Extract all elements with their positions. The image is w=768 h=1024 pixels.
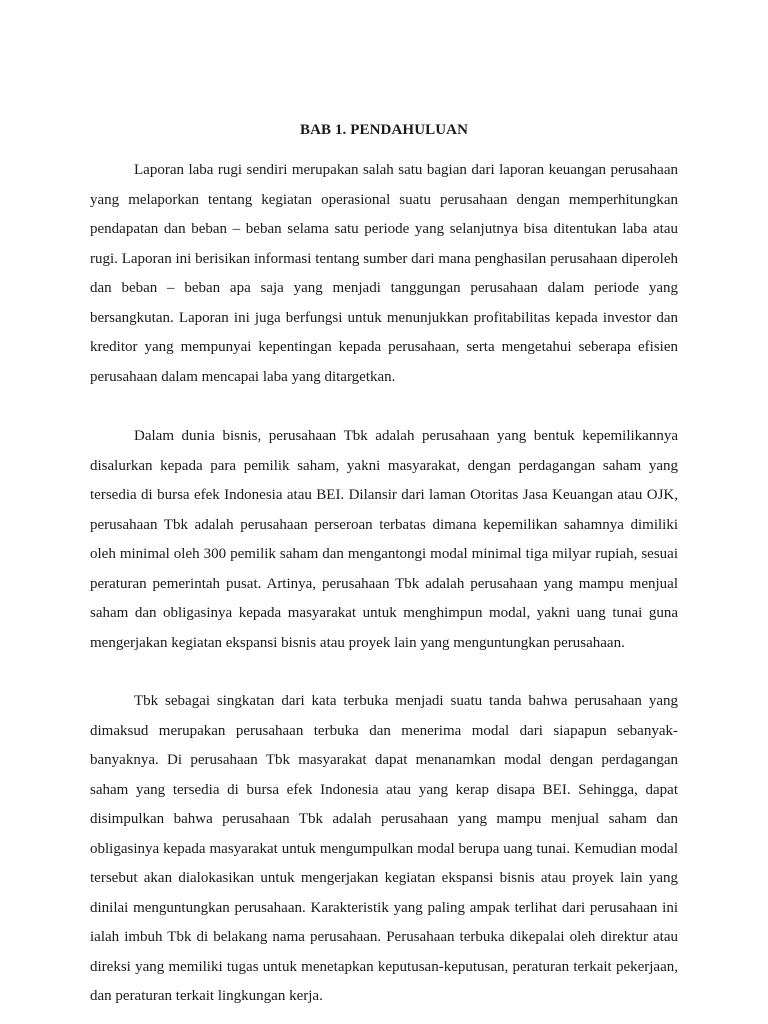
paragraph-laporan-laba-rugi: Laporan laba rugi sendiri merupakan salah satu bagian dari laporan keuangan perusahaan yang melaporkan tentang kegiatan operasional suatu perusahaan dengan memperhitungkan pendapatan dan beban – beban selama satu periode yang selanjutnya bisa ditentukan laba atau rugi. Laporan ini berisikan informasi tentang sumber dari mana penghasilan perusahaan diperoleh dan beban – beban apa saja yang menjadi tanggungan perusahaan dalam periode yang bersangkutan. Laporan ini juga berfungsi untuk menunjukkan profitabilitas kepada investor dan kreditor yang mempunyai kepentingan kepada perusahaan, serta mengetahui seberapa efisien perusahaan dalam mencapai laba yang ditargetkan. xyxy=(90,162,678,385)
paragraph-singkatan-tbk: Tbk sebagai singkatan dari kata terbuka menjadi suatu tanda bahwa perusahaan yang dimaksud merupakan perusahaan terbuka dan menerima modal dari siapapun sebanyak-banyaknya. Di perusahaan Tbk masyarakat dapat menanamkan modal dengan perdagangan saham yang tersedia di bursa efek Indonesia atau yang kerap disapa BEI. Sehingga, dapat disimpulkan bahwa perusahaan Tbk adalah perusahaan yang mampu menjual saham dan obligasinya kepada masyarakat untuk mengumpulkan modal berupa uang tunai. Kemudian modal tersebut akan dialokasikan untuk mengerjakan kegiatan ekspansi bisnis atau proyek lain yang dinilai menguntungkan perusahaan. Karakteristik yang paling ampak terlihat dari perusahaan ini ialah imbuh Tbk di belakang nama perusahaan. Perusahaan terbuka dikepalai oleh direktur atau direksi yang memiliki tugas untuk menetapkan keputusan-keputusan, peraturan terkait pekerjaan, dan peraturan terkait lingkungan kerja. xyxy=(90,693,678,1004)
paragraph-perusahaan-tbk: Dalam dunia bisnis, perusahaan Tbk adalah perusahaan yang bentuk kepemilikannya disalurkan kepada para pemilik saham, yakni masyarakat, dengan perdagangan saham yang tersedia di bursa efek Indonesia atau BEI. Dilansir dari laman Otoritas Jasa Keuangan atau OJK, perusahaan Tbk adalah perusahaan perseroan terbatas dimana kepemilikan sahamnya dimiliki oleh minimal oleh 300 pemilik saham dan mengantongi modal minimal tiga milyar rupiah, sesuai peraturan pemerintah pusat. Artinya, perusahaan Tbk adalah perusahaan yang mampu menjual saham dan obligasinya kepada masyarakat untuk menghimpun modal, yakni uang tunai guna mengerjakan kegiatan ekspansi bisnis atau proyek lain yang menguntungkan perusahaan. xyxy=(90,428,678,651)
chapter-title: BAB 1. PENDAHULUAN xyxy=(299,122,469,138)
document-body xyxy=(90,118,678,1012)
